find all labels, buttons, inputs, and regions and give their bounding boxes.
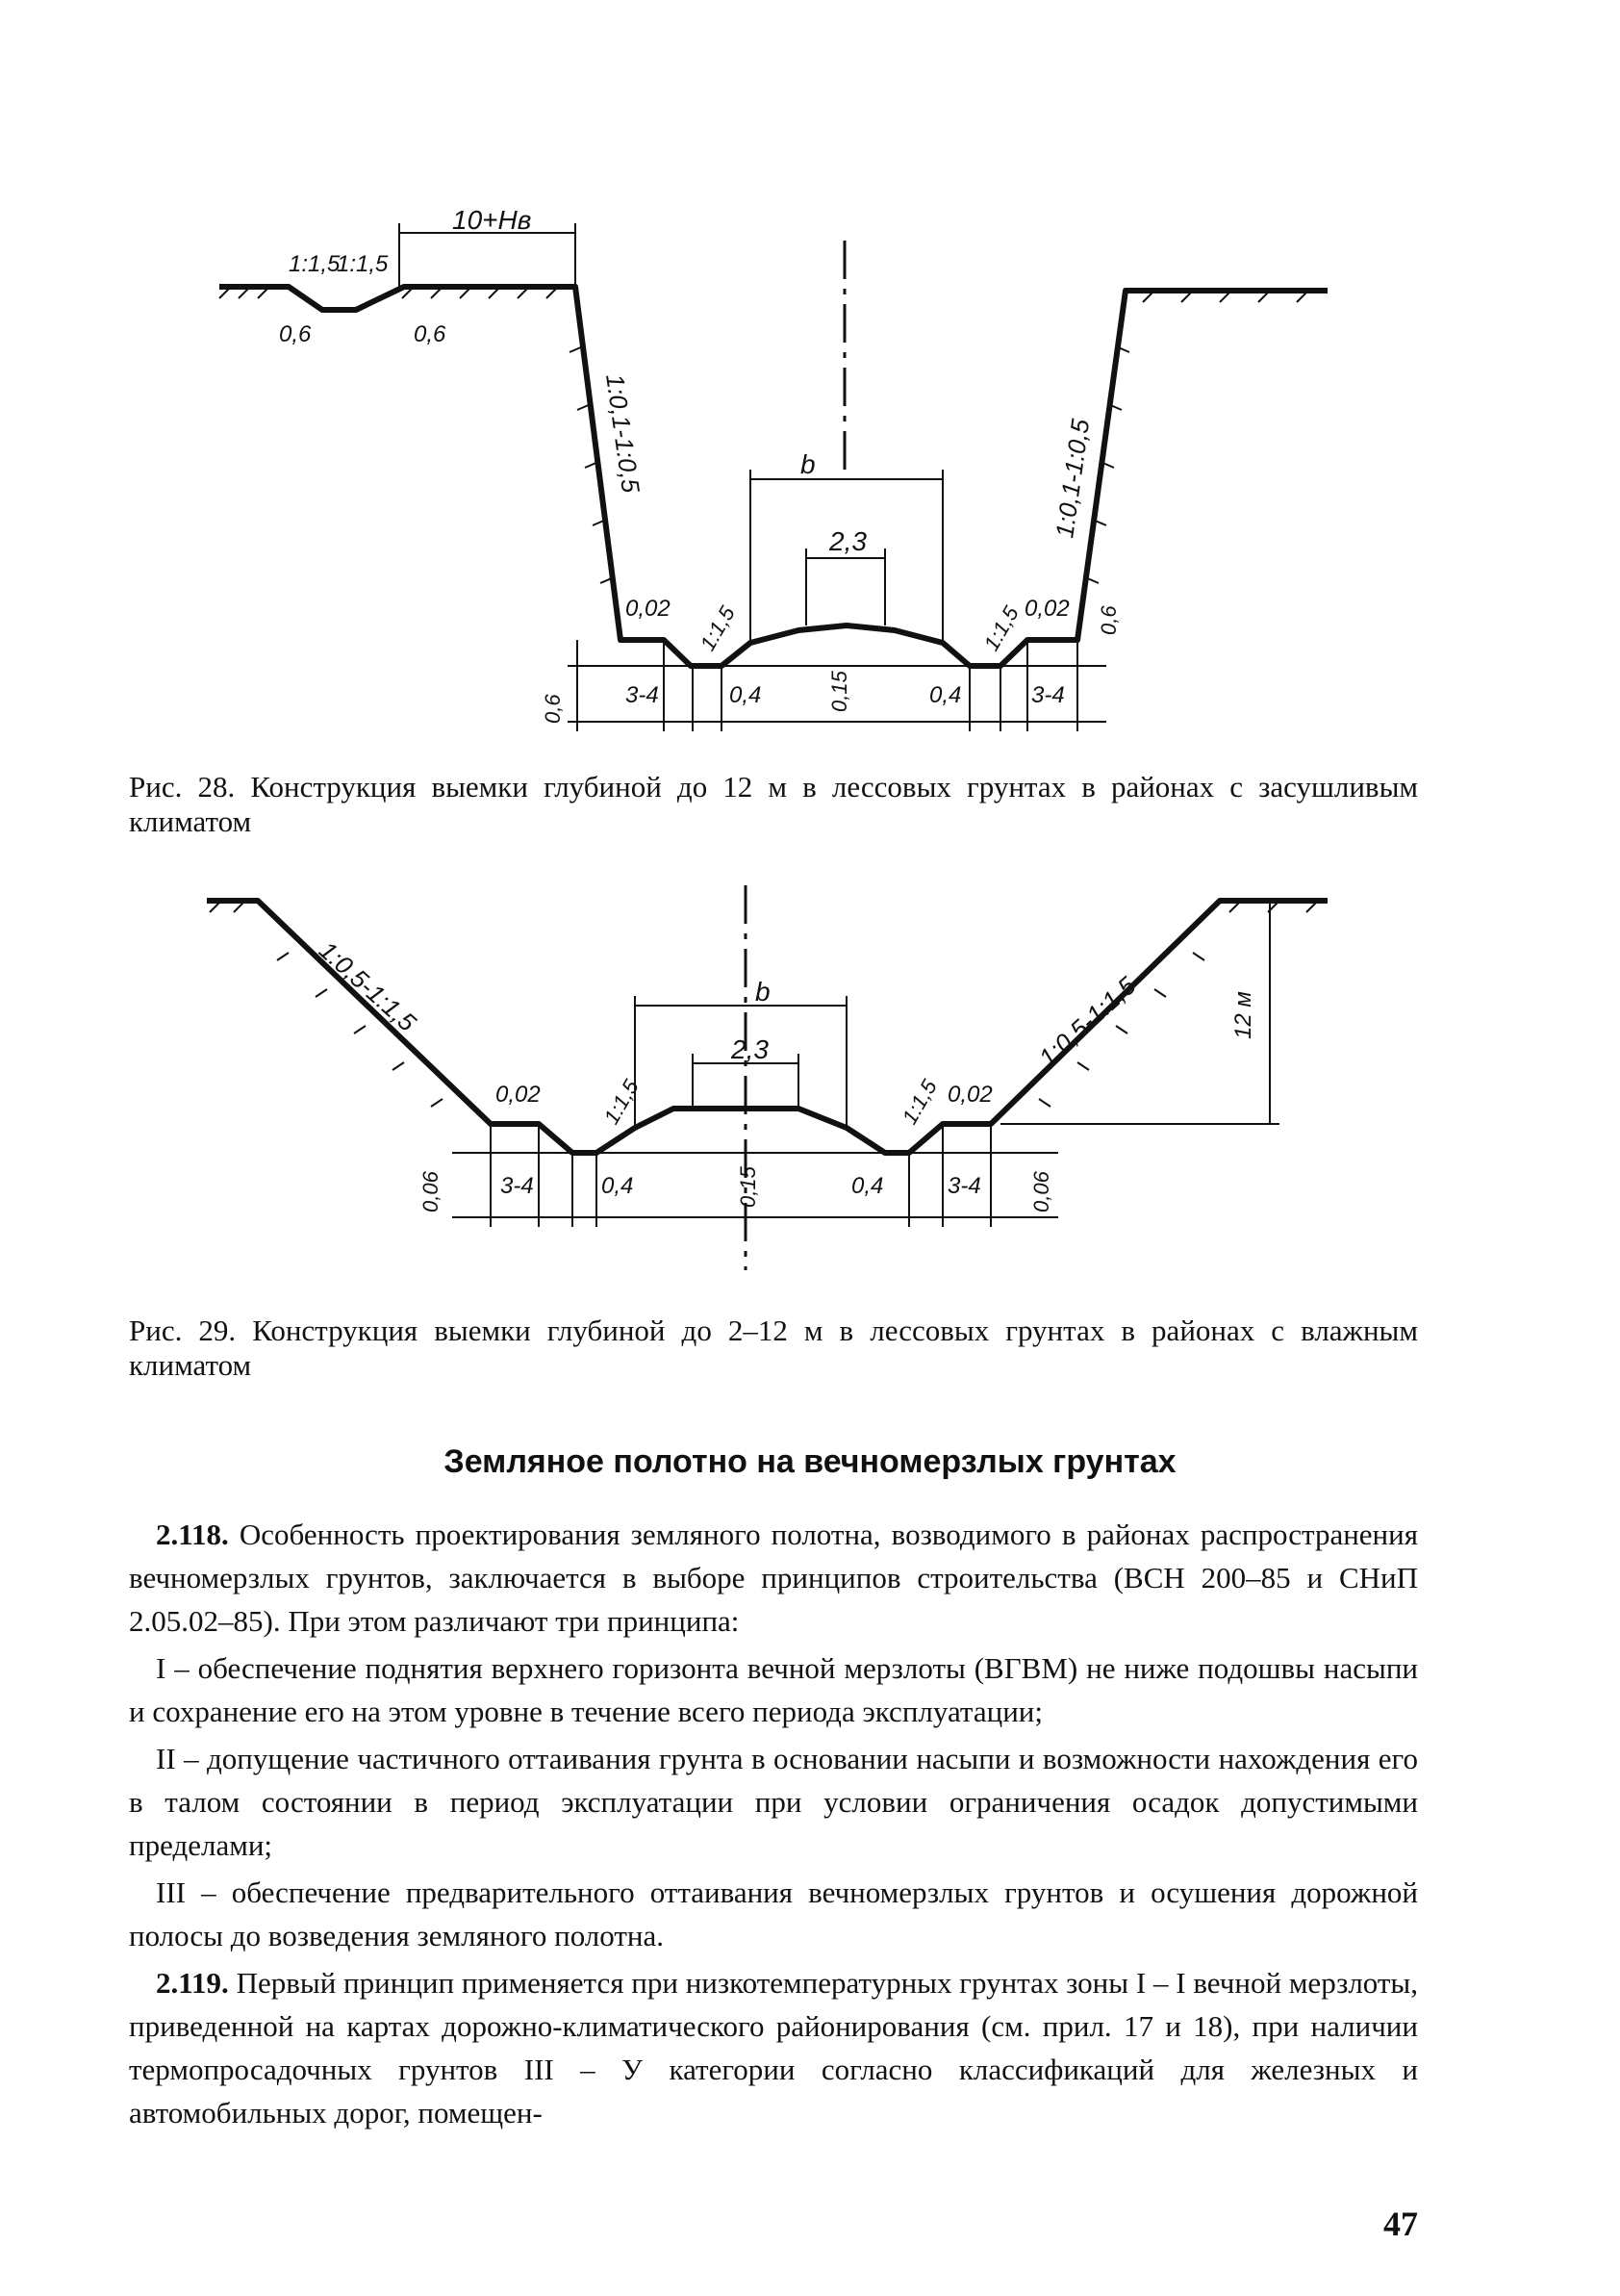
dim-slope-left: 1:0,1-1:0,5 xyxy=(600,371,646,495)
dim-slope-right: 1:0,5-1:1,5 xyxy=(1032,970,1142,1073)
dim-bottom-left: 0,4 xyxy=(729,682,762,708)
body-text xyxy=(129,1513,1418,2138)
dim-bottom-right: 0,4 xyxy=(929,682,962,708)
dim-ditch-slope-right: 1:1,5 xyxy=(897,1075,942,1129)
paragraph-text: II – допущение частичного оттаивания грунта в основании насыпи и возможности нахождения его в талом состоянии в период эксплуатации при условии ограничения осадок допустимыми пределами; xyxy=(129,1742,1418,1862)
paragraph-2-118 xyxy=(129,1513,1418,1643)
dim-crown-height: 0,15 xyxy=(736,1166,760,1208)
dim-berm-slope-right: 0,02 xyxy=(1025,596,1070,622)
dim-crown: 2,3 xyxy=(731,1034,769,1064)
dim-depth: 12 м xyxy=(1230,991,1256,1039)
principle-2 xyxy=(129,1737,1418,1867)
figure-29-drawing xyxy=(0,866,1620,1309)
dim-berm-right: 3-4 xyxy=(1031,682,1065,708)
paragraph-text: III – обеспечение предварительного оттаивания вечномерзлых грунтов и осушения дорожной полосы до возведения земляного полотна. xyxy=(129,1875,1418,1952)
dim-depth-right: 0,6 xyxy=(1097,605,1121,635)
dim-berm-left: 3-4 xyxy=(625,682,659,708)
figure-28 xyxy=(0,0,1620,770)
dim-depth-ditch-left: 0,6 xyxy=(279,321,312,347)
figure-29-caption xyxy=(129,1314,1418,1383)
section-heading: Земляное полотно на вечномерзлых грунтах xyxy=(443,1443,1177,1480)
figure-28-drawing xyxy=(0,0,1620,770)
paragraph-2-119 xyxy=(129,1961,1418,2134)
dim-slope-right: 1:0,1-1:0,5 xyxy=(1050,417,1096,540)
dim-b: b xyxy=(755,977,771,1007)
dim-crown: 2,3 xyxy=(829,526,867,556)
figure-28-caption-text: Конструкция выемки глубиной до 12 м в лессовых грунтах в районах с засушливым климатом xyxy=(129,770,1419,838)
dim-slope-bank-left: 1:1,5 xyxy=(337,251,389,277)
figure-29-caption-text: Конструкция выемки глубиной до 2–12 м в лессовых грунтах в районах с влажным климатом xyxy=(129,1314,1419,1382)
dim-bottom-left: 0,4 xyxy=(601,1173,634,1199)
dim-berm-slope-left: 0,02 xyxy=(495,1082,541,1108)
dim-berm-slope-left: 0,02 xyxy=(625,596,671,622)
dim-slope-ditch-left: 1:1,5 xyxy=(289,251,341,277)
principle-3 xyxy=(129,1871,1418,1957)
page-number: 47 xyxy=(1383,2205,1418,2243)
figure-28-caption-label: Рис. 28. xyxy=(129,770,236,804)
paragraph-text: Первый принцип применяется при низкотемпературных грунтах зоны I – I вечной мерзлоты, приведенной на картах дорожно-климатического районирования (см. прил. 17 и 18), при наличии термопросадочных грунтов III – У категории согласно классификаций для железных и автомобильных дорог, помещен- xyxy=(129,1966,1418,2130)
dim-bottom-right: 0,4 xyxy=(851,1173,884,1199)
dim-depth-right: 0,06 xyxy=(1029,1171,1053,1212)
paragraph-number: 2.119. xyxy=(156,1966,229,2000)
principle-1 xyxy=(129,1646,1418,1733)
dim-depth-left: 0,06 xyxy=(418,1171,443,1212)
dim-b: b xyxy=(800,449,816,479)
paragraph-text: Особенность проектирования земляного полотна, возводимого в районах распространения вечномерзлых грунтов, заключается в выборе принципов строительства (ВСН 200–85 и СНиП 2.05.02–85). При этом различают три принципа: xyxy=(129,1518,1418,1638)
dim-berm-slope-right: 0,02 xyxy=(948,1082,993,1108)
figure-28-caption xyxy=(129,770,1418,839)
dim-berm-left: 3-4 xyxy=(500,1173,534,1199)
dim-slope-left: 1:0,5-1:1,5 xyxy=(313,935,422,1037)
dim-top-width: 10+Hв xyxy=(452,205,532,235)
dim-depth-bank-left: 0,6 xyxy=(414,321,446,347)
paragraph-text: I – обеспечение поднятия верхнего горизонта вечной мерзлоты (ВГВМ) не ниже подошвы насыпи и сохранение его на этом уровне в течение всего периода эксплуатации; xyxy=(129,1651,1418,1728)
dim-berm-right: 3-4 xyxy=(948,1173,981,1199)
dim-ditch-slope-right: 1:1,5 xyxy=(978,601,1024,655)
dim-depth-left: 0,6 xyxy=(541,694,565,724)
paragraph-number: 2.118. xyxy=(156,1518,229,1551)
figure-29-caption-label: Рис. 29. xyxy=(129,1314,237,1347)
dim-crown-height: 0,15 xyxy=(827,671,851,712)
dim-ditch-slope-left: 1:1,5 xyxy=(695,601,740,655)
dim-ditch-slope-left: 1:1,5 xyxy=(598,1075,644,1129)
figure-29 xyxy=(0,866,1620,1309)
